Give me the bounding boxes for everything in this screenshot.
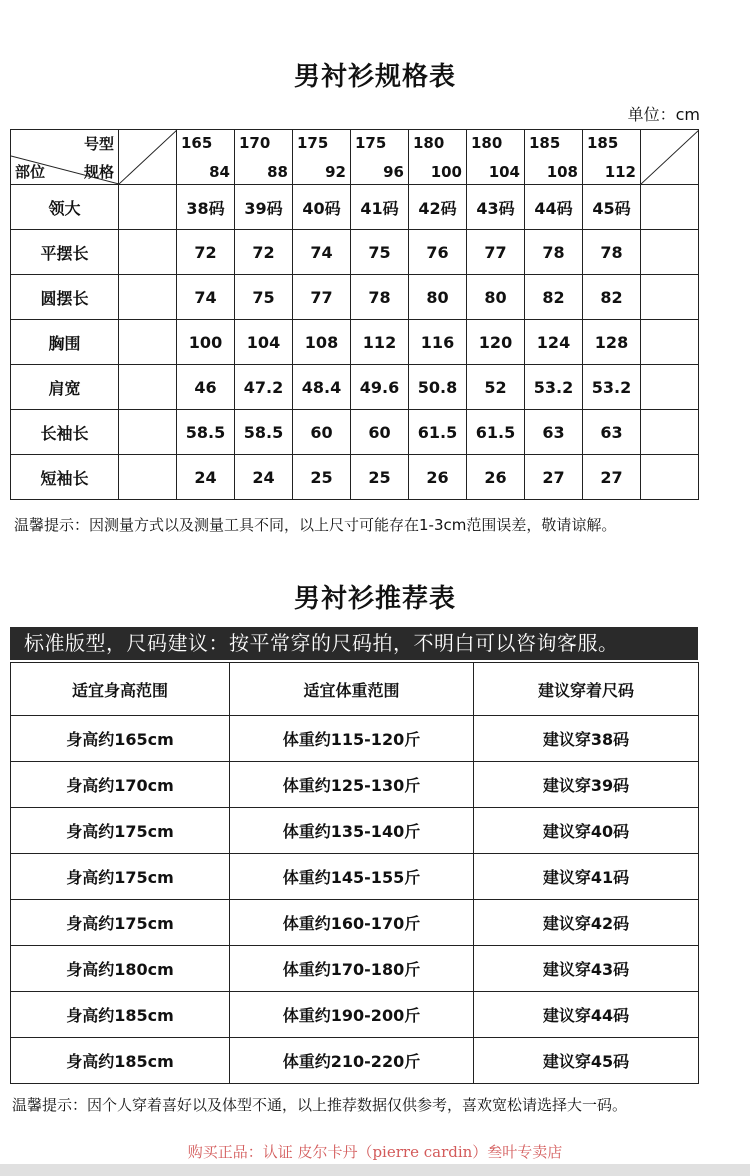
table-cell: 体重约115-120斤 [230, 716, 474, 762]
table-row [11, 410, 699, 455]
table-cell: 身高约185cm [11, 1038, 230, 1084]
table-cell: 104 [235, 320, 293, 365]
table-row [11, 762, 699, 808]
blank-cell [641, 275, 699, 320]
table-cell: 体重约160-170斤 [230, 900, 474, 946]
table-cell: 77 [467, 230, 525, 275]
table-cell: 78 [525, 230, 583, 275]
blank-cell [119, 320, 177, 365]
size-column-header: 180 100 [409, 130, 467, 185]
row-label: 肩宽 [11, 365, 119, 410]
table-cell: 100 [177, 320, 235, 365]
column-header-size: 建议穿着尺码 [474, 663, 699, 716]
table-cell: 76 [409, 230, 467, 275]
store-footer-text: 购买正品：认证 皮尔卡丹（pierre cardin）叁叶专卖店 [187, 1143, 563, 1161]
table-cell: 27 [525, 455, 583, 500]
row-label: 平摆长 [11, 230, 119, 275]
table-cell: 61.5 [409, 410, 467, 455]
table-cell: 身高约175cm [11, 900, 230, 946]
table-cell: 72 [177, 230, 235, 275]
size-chart-header-row [11, 130, 699, 185]
table-row [11, 992, 699, 1038]
row-label: 领大 [11, 185, 119, 230]
table-cell: 身高约170cm [11, 762, 230, 808]
table-cell: 建议穿39码 [474, 762, 699, 808]
measurement-notice: 温馨提示：因测量方式以及测量工具不同，以上尺寸可能存在1-3cm范围误差，敬请谅解。 [14, 516, 617, 534]
table-cell: 建议穿38码 [474, 716, 699, 762]
blank-cell [641, 455, 699, 500]
table-cell: 63 [583, 410, 641, 455]
row-label: 长袖长 [11, 410, 119, 455]
recommendation-table [10, 662, 699, 1084]
table-cell: 26 [467, 455, 525, 500]
size-chart-blank-header [119, 130, 177, 185]
table-cell: 58.5 [177, 410, 235, 455]
size-advice-banner: 标准版型，尺码建议：按平常穿的尺码拍，不明白可以咨询客服。 [10, 627, 698, 660]
table-cell: 49.6 [351, 365, 409, 410]
table-cell: 27 [583, 455, 641, 500]
table-cell: 63 [525, 410, 583, 455]
table-cell: 建议穿45码 [474, 1038, 699, 1084]
size-column-header: 175 92 [293, 130, 351, 185]
table-cell: 43码 [467, 185, 525, 230]
table-row [11, 808, 699, 854]
size-column-header: 170 88 [235, 130, 293, 185]
blank-cell [119, 455, 177, 500]
table-cell: 108 [293, 320, 351, 365]
blank-cell [119, 365, 177, 410]
column-header-weight: 适宜体重范围 [230, 663, 474, 716]
table-cell: 25 [293, 455, 351, 500]
corner-label-part: 部位 [15, 163, 46, 181]
table-cell: 74 [293, 230, 351, 275]
table-cell: 78 [583, 230, 641, 275]
table-cell: 50.8 [409, 365, 467, 410]
blank-cell [641, 230, 699, 275]
table-cell: 建议穿44码 [474, 992, 699, 1038]
table-cell: 74 [177, 275, 235, 320]
table-cell: 身高约175cm [11, 854, 230, 900]
size-column-header: 175 96 [351, 130, 409, 185]
diagonal-line-icon [119, 130, 177, 184]
recommendation-title: 男衬衫推荐表 [293, 584, 456, 614]
row-label: 短袖长 [11, 455, 119, 500]
table-row [11, 230, 699, 275]
table-row [11, 455, 699, 500]
size-column-header: 185 108 [525, 130, 583, 185]
table-row [11, 854, 699, 900]
table-cell: 77 [293, 275, 351, 320]
size-column-header: 180 104 [467, 130, 525, 185]
table-row [11, 275, 699, 320]
blank-cell [641, 185, 699, 230]
table-cell: 52 [467, 365, 525, 410]
table-cell: 体重约190-200斤 [230, 992, 474, 1038]
table-cell: 124 [525, 320, 583, 365]
column-header-height: 适宜身高范围 [11, 663, 230, 716]
table-cell: 身高约185cm [11, 992, 230, 1038]
table-cell: 60 [293, 410, 351, 455]
table-cell: 41码 [351, 185, 409, 230]
blank-cell [119, 275, 177, 320]
table-cell: 80 [467, 275, 525, 320]
table-cell: 24 [235, 455, 293, 500]
table-cell: 82 [525, 275, 583, 320]
table-cell: 建议穿40码 [474, 808, 699, 854]
table-row [11, 365, 699, 410]
size-chart-table [10, 129, 699, 500]
table-row [11, 320, 699, 365]
table-cell: 61.5 [467, 410, 525, 455]
table-cell: 48.4 [293, 365, 351, 410]
table-cell: 39码 [235, 185, 293, 230]
table-cell: 25 [351, 455, 409, 500]
corner-label-spec: 规格 [83, 163, 114, 181]
table-cell: 24 [177, 455, 235, 500]
table-cell: 44码 [525, 185, 583, 230]
table-cell: 体重约145-155斤 [230, 854, 474, 900]
table-cell: 80 [409, 275, 467, 320]
table-cell: 128 [583, 320, 641, 365]
table-cell: 53.2 [525, 365, 583, 410]
blank-cell [641, 365, 699, 410]
table-cell: 26 [409, 455, 467, 500]
corner-label-size-type: 号型 [83, 135, 114, 153]
unit-label: 单位：cm [627, 105, 700, 124]
table-cell: 45码 [583, 185, 641, 230]
table-cell: 42码 [409, 185, 467, 230]
table-cell: 体重约170-180斤 [230, 946, 474, 992]
table-cell: 身高约180cm [11, 946, 230, 992]
table-cell: 建议穿42码 [474, 900, 699, 946]
diagonal-line-icon [641, 130, 699, 184]
table-row [11, 185, 699, 230]
blank-cell [119, 410, 177, 455]
size-column-header: 185 112 [583, 130, 641, 185]
table-cell: 53.2 [583, 365, 641, 410]
table-cell: 112 [351, 320, 409, 365]
table-cell: 40码 [293, 185, 351, 230]
table-cell: 116 [409, 320, 467, 365]
size-chart-title: 男衬衫规格表 [293, 62, 456, 92]
table-cell: 体重约135-140斤 [230, 808, 474, 854]
table-cell: 体重约210-220斤 [230, 1038, 474, 1084]
blank-cell [119, 230, 177, 275]
table-cell: 建议穿43码 [474, 946, 699, 992]
table-cell: 78 [351, 275, 409, 320]
table-cell: 75 [235, 275, 293, 320]
table-cell: 身高约165cm [11, 716, 230, 762]
blank-cell [641, 410, 699, 455]
table-cell: 72 [235, 230, 293, 275]
table-row [11, 716, 699, 762]
table-cell: 38码 [177, 185, 235, 230]
table-cell: 75 [351, 230, 409, 275]
table-cell: 60 [351, 410, 409, 455]
size-chart-corner-cell [11, 130, 119, 185]
recommendation-header-row [11, 663, 699, 716]
size-column-header: 165 84 [177, 130, 235, 185]
row-label: 胸围 [11, 320, 119, 365]
table-cell: 身高约175cm [11, 808, 230, 854]
bottom-divider [0, 1164, 750, 1176]
table-cell: 47.2 [235, 365, 293, 410]
table-cell: 58.5 [235, 410, 293, 455]
row-label: 圆摆长 [11, 275, 119, 320]
table-row [11, 946, 699, 992]
table-cell: 82 [583, 275, 641, 320]
table-cell: 建议穿41码 [474, 854, 699, 900]
table-cell: 体重约125-130斤 [230, 762, 474, 808]
table-row [11, 900, 699, 946]
table-cell: 120 [467, 320, 525, 365]
blank-cell [119, 185, 177, 230]
size-chart-blank-header [641, 130, 699, 185]
recommendation-notice: 温馨提示：因个人穿着喜好以及体型不通，以上推荐数据仅供参考，喜欢宽松请选择大一码。 [12, 1096, 628, 1114]
table-row [11, 1038, 699, 1084]
table-cell: 46 [177, 365, 235, 410]
blank-cell [641, 320, 699, 365]
